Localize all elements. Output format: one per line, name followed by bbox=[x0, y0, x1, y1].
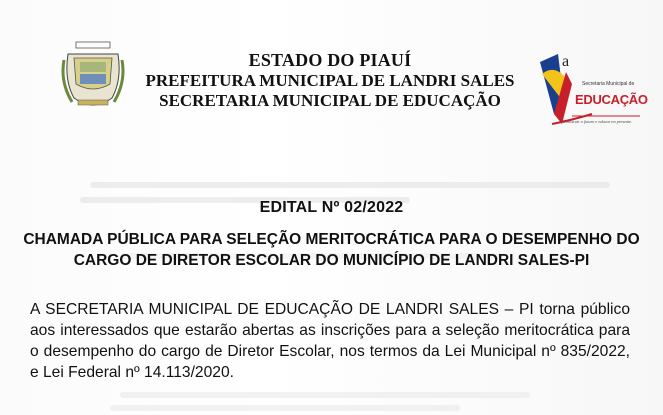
prefecture-title: PREFEITURA MUNICIPAL DE LANDRI SALES bbox=[145, 71, 515, 90]
body-paragraph: A SECRETARIA MUNICIPAL DE EDUCAÇÃO DE LANDRI SALES – PI torna público aos interessados que estarão abertas as inscrições para a seleção meritocrática para o desempenho do cargo de Diretor Escolar, nos termos da Lei Municipal nº 835/2022, e Lei Federal nº 14.113/2020. bbox=[30, 301, 630, 381]
coat-of-arms-icon bbox=[60, 40, 126, 112]
edital-number: EDITAL Nº 02/2022 bbox=[259, 199, 404, 216]
logo-name: EDUCAÇÃO bbox=[575, 92, 648, 107]
state-title: ESTADO DO PIAUÍ bbox=[248, 50, 412, 70]
logo-slogan: Construir o futuro e educar no presente. bbox=[563, 119, 633, 124]
logo-secretaria-label: Secretaria Municipal de bbox=[582, 81, 635, 87]
chamada-title: CHAMADA PÚBLICA PARA SELEÇÃO MERITOCRÁTICA PARA O DESEMPENHO DO CARGO DE DIRETOR ESCOLAR DO MUNICÍPIO DE LANDRI SALES-PI bbox=[23, 231, 640, 269]
bleed-through-line bbox=[120, 392, 530, 398]
bleed-through-line bbox=[90, 182, 610, 188]
secretariat-title: SECRETARIA MUNICIPAL DE EDUCAÇÃO bbox=[159, 91, 501, 110]
document-header bbox=[140, 50, 520, 111]
svg-text:a: a bbox=[562, 53, 570, 70]
bleed-through-line bbox=[110, 405, 460, 411]
